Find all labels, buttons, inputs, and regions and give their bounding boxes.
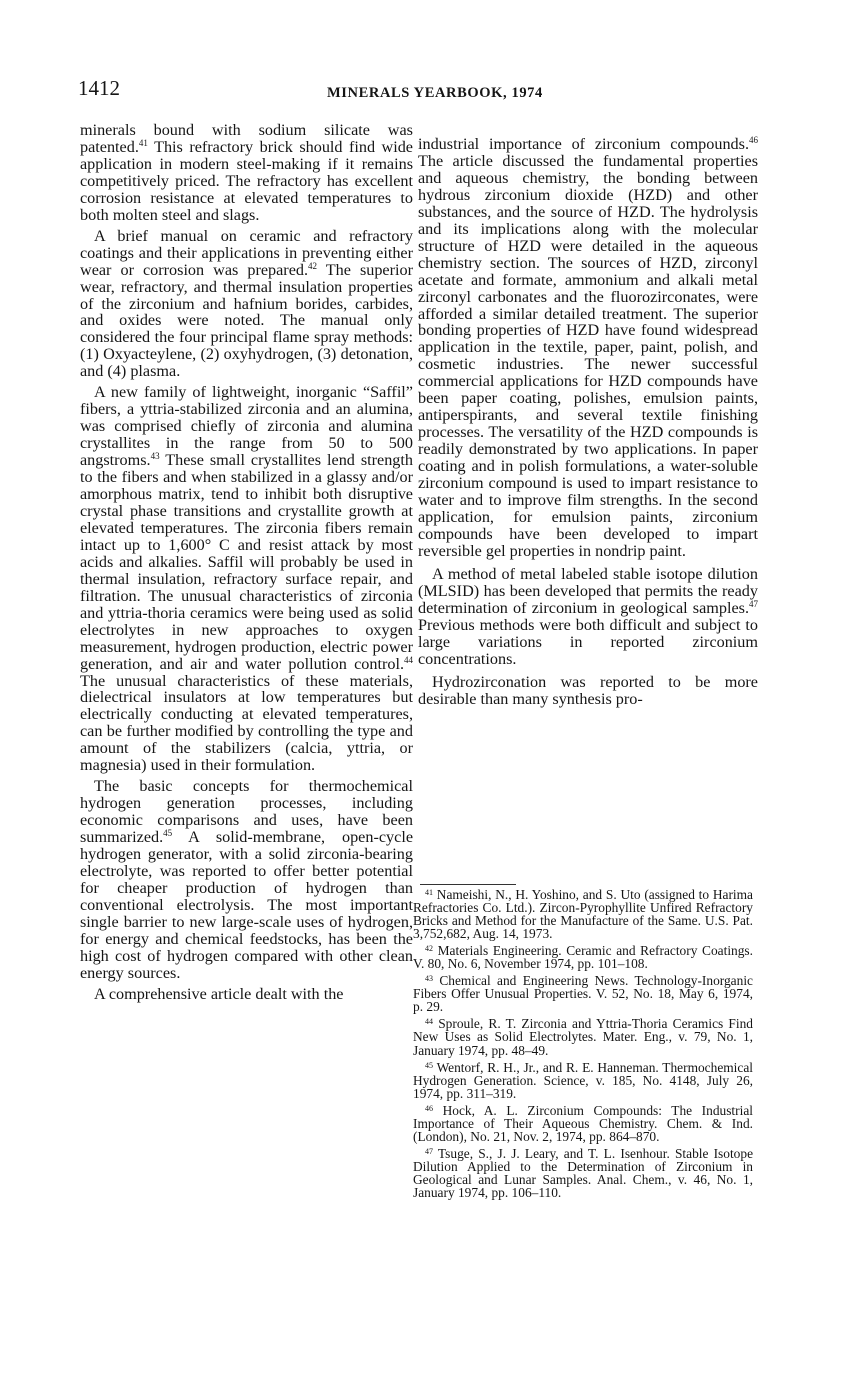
paragraph: A brief manual on ceramic and refractory coatings and their applications in preventing either wear or corrosion was prepared.$^{42}$ The superior wear, refractory, and thermal insulation properties of the zirconium and hafnium borides, carbides, and oxides were noted. The manual only considered the four principal flame spray methods: (1) Oxyacteylene, (2) oxyhydrogen, (3) detonation, and (4) plasma. xyxy=(80,226,413,381)
footnote-ref[interactable]: 46 xyxy=(749,135,758,145)
footnote-ref[interactable]: 44 xyxy=(404,654,413,665)
footnote-number: 43 xyxy=(425,974,433,984)
paragraph: minerals bound with sodium silicate was patented.$^{41}$ This refractory brick should find wide application in modern steel-making if it remains competitively priced. The refractory has excellent corrosion resistance at elevated temperatures to both molten steel and slags. xyxy=(80,121,413,224)
footnote: $^{45}$ Wentorf, R. H., Jr., and R. E. Hanneman. Thermochemical Hydrogen Generation. Science, v. 185, No. 4148, July 26, 1974, pp. 311–319. xyxy=(413,1059,754,1101)
left-column xyxy=(80,122,413,1003)
footnote: $^{43}$ Chemical and Engineering News. Technology-Inorganic Fibers Offer Unusual Properties. V. 52, No. 18, May 6, 1974, p. 29. xyxy=(413,973,753,1015)
footnote: $^{42}$ Materials Engineering. Ceramic and Refractory Coatings. V. 80, No. 6, November 1974, pp. 101–108. xyxy=(413,943,753,972)
footnotes xyxy=(413,888,753,1203)
footnote-number: 46 xyxy=(425,1103,433,1113)
footnote: $^{46}$ Hock, A. L. Zirconium Compounds: The Industrial Importance of Their Aqueous Chemistry. Chem. & Ind. (London), No. 21, Nov. 2, 1974, pp. 864–870. xyxy=(413,1102,753,1144)
footnote-number: 44 xyxy=(425,1017,433,1027)
paragraph: industrial importance of zirconium compounds.$^{46}$ The article discussed the fundamental properties and aqueous chemistry, the bonding between hydrous zirconium dioxide (HZD) and other substances, and the source of HZD. The hydrolysis and its implications along with the molecular structure of HZD were detailed in the aqueous chemistry section. The sources of HZD, zirconyl acetate and formate, ammonium and alkali metal zirconyl carbonates and the fluorozirconates, were afforded a similar detailed treatment. The superior bonding properties of HZD have found widespread application in the textile, paper, paint, polish, and cosmetic industries. The newer successful commercial applications for HZD compounds have been paper coating, polishes, emulsion paints, antiperspirants, and several textile finishing processes. The versatility of the HZD compounds is readily demonstrated by two applications. In paper coating and in polish formulations, a water-soluble zirconium compound is used to impart resistance to water and to improve film strengths. In the second application, for emulsion paints, zirconium compounds have been developed to impart reversible gel properties in nondrip paint. xyxy=(418,135,758,560)
right-column xyxy=(418,136,758,707)
paragraph: A new family of lightweight, inorganic “Saffil” fibers, a yttria-stabilized zirconia and an alumina, was comprised chiefly of zirconia and alumina crystallites in the range from 50 to 500 angstroms.$^{43}$ These small crystallites lend strength to the fibers and when stabilized in a glassy and/or amorphous matrix, tend to inhibit both disruptive crystal phase transitions and crystallite growth at elevated temperatures. The zirconia fibers remain intact up to 1,600° C and resist attack by most acids and alkalies. Saffil will probably be used in thermal insulation, refractory surface repair, and filtration. The unusual characteristics of zirconia and yttria-thoria ceramics were being used as solid electrolytes in new approaches to oxygen measurement, hydrogen production, electric power generation, and air and water pollution control.$^{44}$ The unusual characteristics of these materials, dielectrical insulators at low temperatures but electrically conducting at elevated temperatures, can be further modified by controlling the type and amount of the stabilizers (calcia, yttria, or magnesia) used in their formulation. xyxy=(80,383,413,775)
paragraph: A method of metal labeled stable isotope dilution (MLSID) has been developed that permits the ready determination of zirconium in geological samples.$^{47}$ Previous methods were both difficult and subject to large variations in reported zirconium concentrations. xyxy=(418,564,758,668)
footnote-ref[interactable]: 41 xyxy=(138,137,148,148)
footnote-ref[interactable]: 47 xyxy=(749,598,758,609)
footnote-ref[interactable]: 42 xyxy=(308,260,318,271)
footnote-number: 42 xyxy=(425,944,433,954)
running-head: MINERALS YEARBOOK, 1974 xyxy=(327,85,543,101)
footnote-ref[interactable]: 43 xyxy=(150,451,160,462)
footnote-divider xyxy=(420,884,516,885)
paragraph: A comprehensive article dealt with the xyxy=(94,984,344,1003)
footnote: $^{44}$ Sproule, R. T. Zirconia and Yttria-Thoria Ceramics Find New Uses as Solid Electrolytes. Mater. Eng., v. 79, No. 1, January 1974, pp. 48–49. xyxy=(413,1016,753,1058)
footnote-number: 45 xyxy=(425,1060,433,1070)
paragraph: The basic concepts for thermochemical hydrogen generation processes, including economic comparisons and uses, have been summarized.$^{45}$ A solid-membrane, open-cycle hydrogen generator, with a solid zirconia-bearing electrolyte, was reported to offer better potential for cheaper production of hydrogen than conventional electrolysis. The most important single barrier to new large-scale uses of hydrogen, for energy and chemical feedstocks, has been the high cost of hydrogen compared with other clean energy sources. xyxy=(80,777,413,982)
footnote-number: 41 xyxy=(425,888,433,897)
footnote-number: 47 xyxy=(425,1146,433,1156)
footnote-ref[interactable]: 45 xyxy=(163,828,173,839)
paragraph: Hydrozirconation was reported to be more desirable than many synthesis pro- xyxy=(418,672,758,708)
page-number: 1412 xyxy=(78,76,120,100)
footnote: $^{41}$ Nameishi, N., H. Yoshino, and S. Uto (assigned to Harima Refractories Co. Ltd.). Zircon-Pyrophyllite Unfired Refractory Bricks and Method for the Manufacture of the Same. U.S. Pat. 3,752,682, Aug. 14, 1973. xyxy=(413,887,753,942)
footnote: $^{47}$ Tsuge, S., J. J. Leary, and T. L. Isenhour. Stable Isotope Dilution Applied to the Determination of Zirconium in Geological and Lunar Samples. Anal. Chem., v. 46, No. 1, January 1974, pp. 106–110. xyxy=(413,1145,754,1200)
